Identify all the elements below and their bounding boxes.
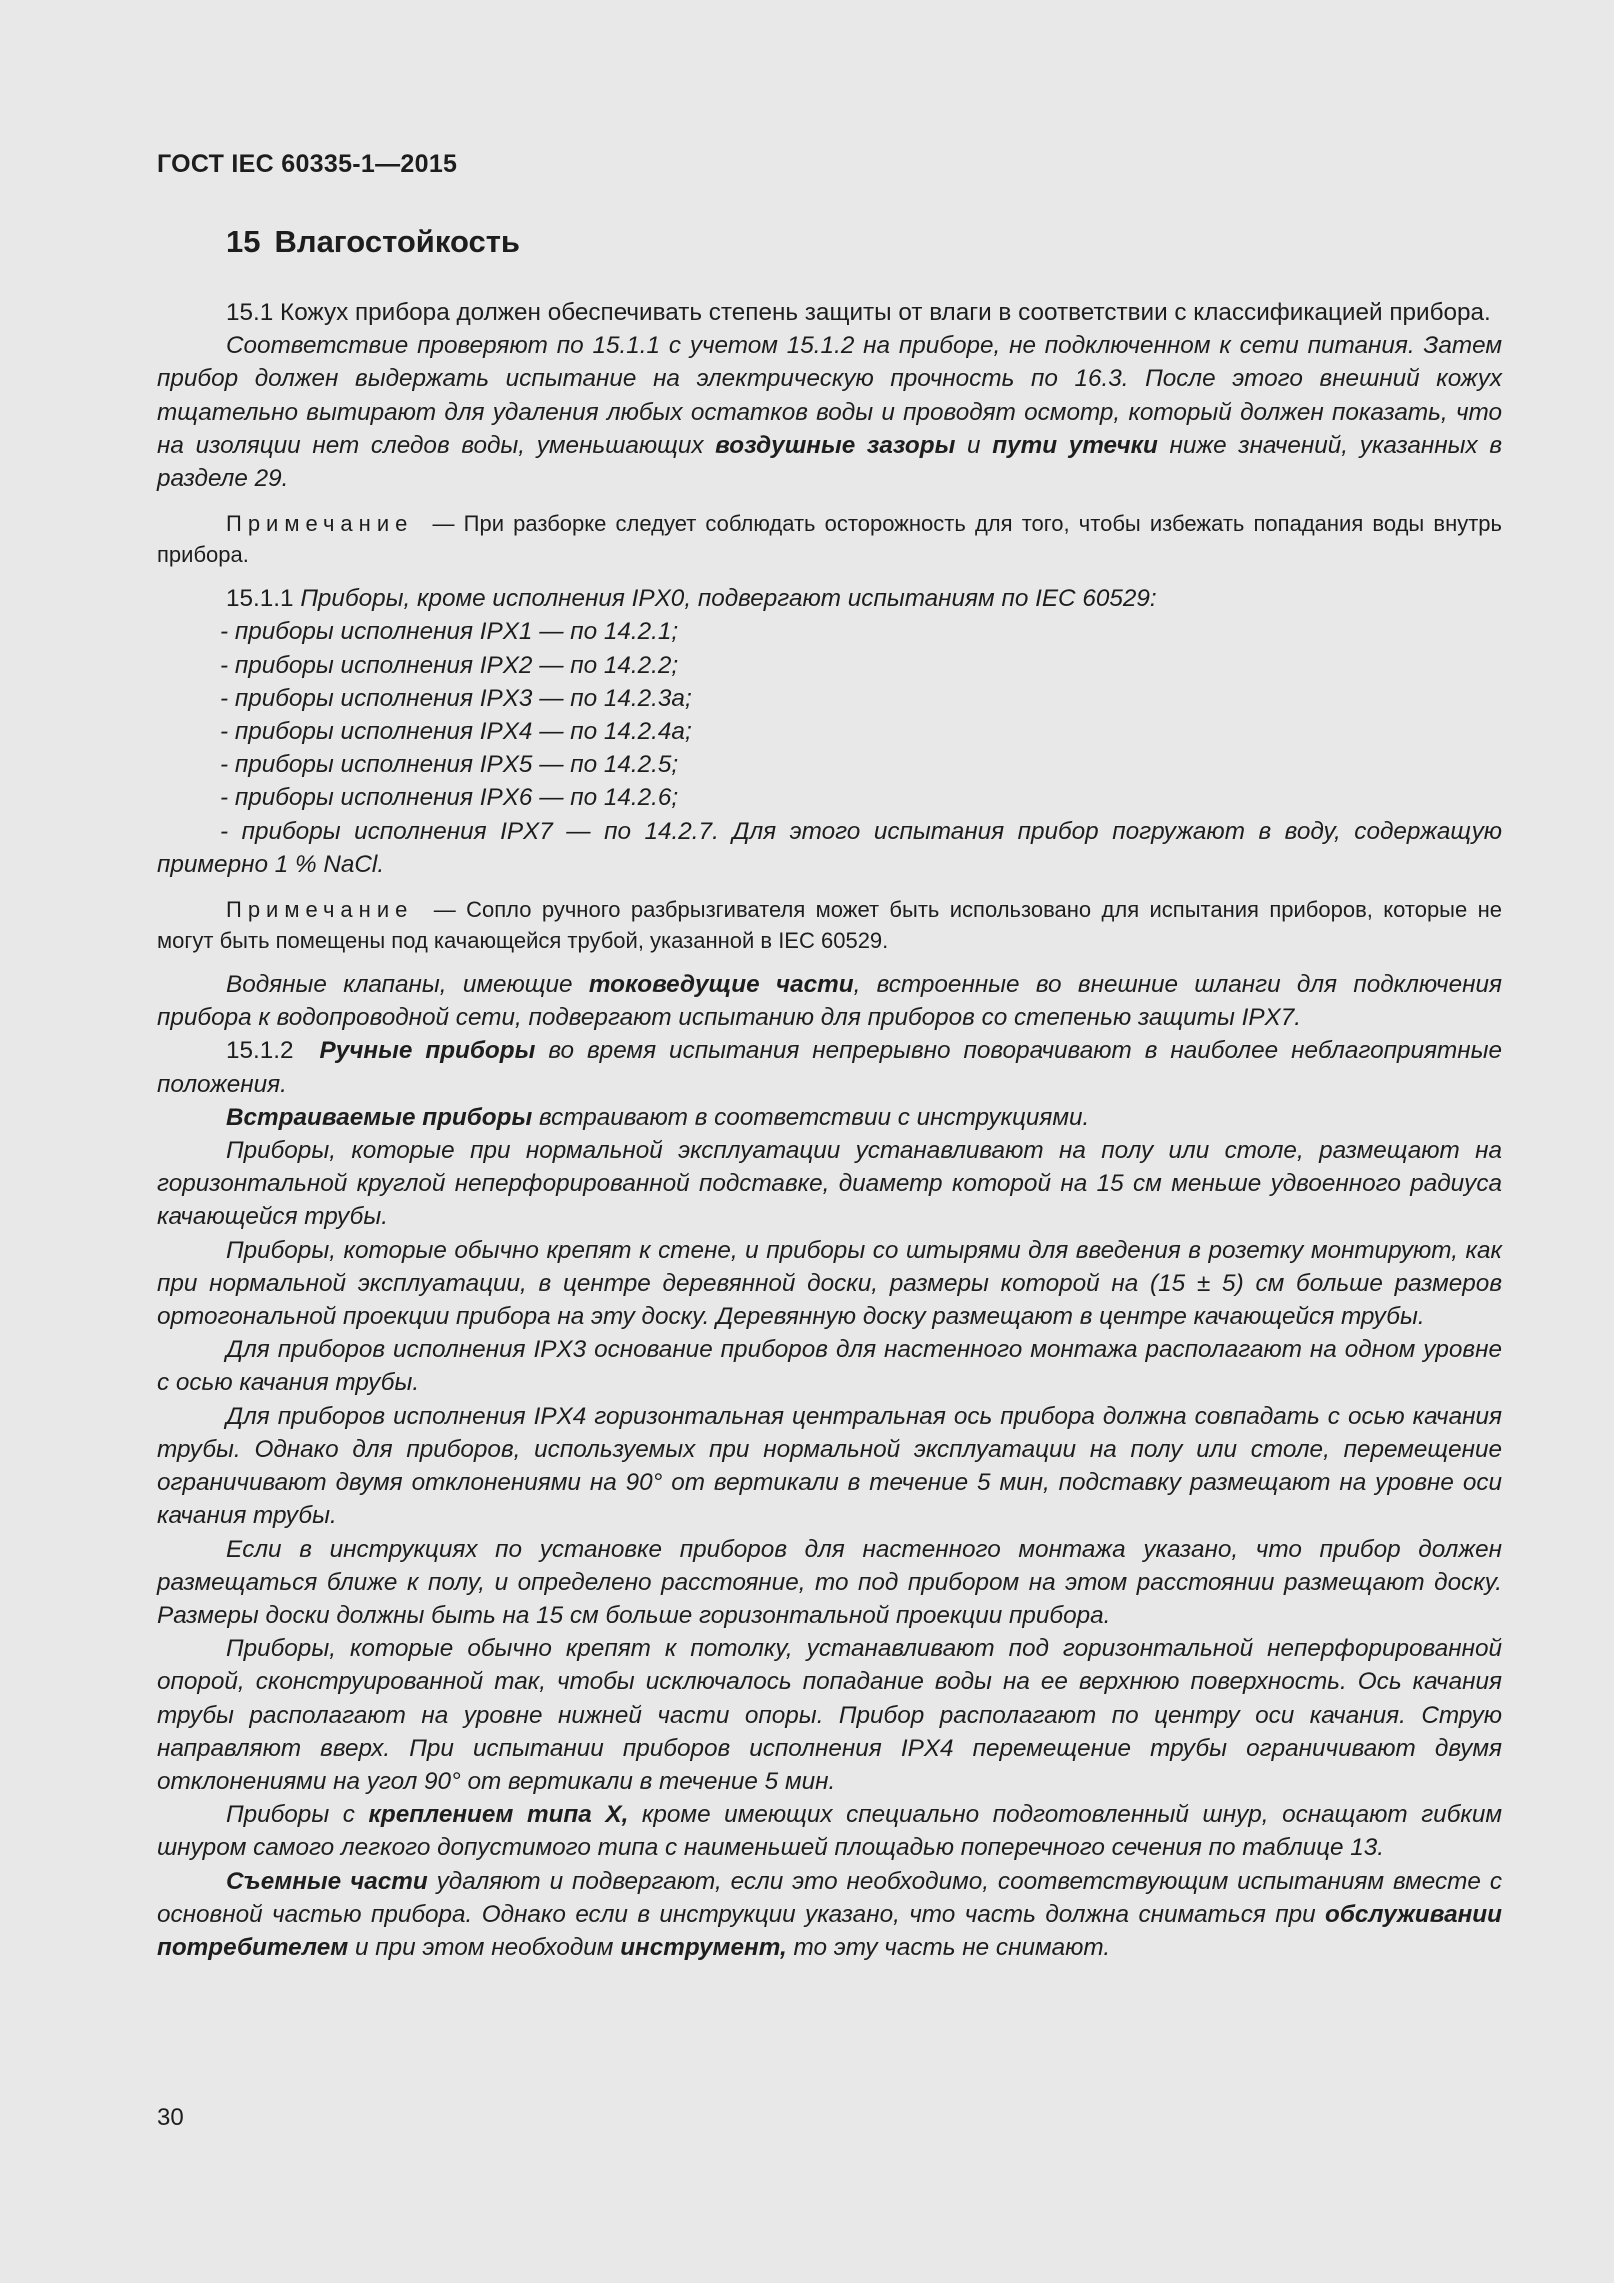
term-tool: инструмент, <box>620 1933 787 1961</box>
document-body <box>157 296 1502 1964</box>
paragraph-15-1: 15.1 Кожух прибора должен обеспечивать степень защиты от влаги в соответствии с классификацией прибора. <box>226 299 1491 326</box>
note-text: — При разборке следует соблюдать осторожность для того, чтобы избежать попадания воды внутрь прибора. <box>157 511 1502 568</box>
page-number: 30 <box>157 2104 184 2131</box>
list-item: - приборы исполнения IPX3 — по 14.2.3а; <box>220 684 692 712</box>
list-item: - приборы исполнения IPX4 — по 14.2.4а; <box>220 718 692 746</box>
paragraph-floor: Приборы, которые при нормальной эксплуатации устанавливают на полу или столе, размещают на горизонтальной круглой неперфорированной подставке, диаметр которой на 15 см меньше удвоенного радиуса качающейся трубы. <box>157 1137 1502 1231</box>
text-span: Водяные клапаны, имеющие <box>226 971 589 999</box>
clause-number: 15.1.2 <box>226 1037 294 1065</box>
text-span: кроме имеющих специально подготовленный шнур, оснащают гибким шнуром самого легкого допустимого типа с наименьшей площадью поперечного сечения по таблице 13. <box>157 1801 1503 1862</box>
paragraph-type-x <box>157 1798 1502 1864</box>
term-clearances: воздушные зазоры <box>715 431 956 459</box>
text-span: и при этом необходим <box>348 1933 621 1961</box>
text-span: встраивают в соответствии с инструкциями. <box>532 1103 1090 1131</box>
text-span: и <box>955 431 993 459</box>
paragraph-wall: Приборы, которые обычно крепят к стене, и приборы со штырями для введения в розетку монтируют, как при нормальной эксплуатации, в центре деревянной доски, размеры которой на (15 ± 5) см больше размеров ортогональной проекции прибора на эту доску. Деревянную доску размещают в центре качающейся трубы. <box>157 1236 1502 1331</box>
paragraph-ipx4: Для приборов исполнения IPX4 горизонтальная центральная ось прибора должна совпадать с осью качания трубы. Однако для приборов, используемых при нормальной эксплуатации на полу или столе, перемещение ограничивают двумя отклонениями на 90° от вертикали в течение 5 мин, подставку размещают на уровне оси качания трубы. <box>157 1402 1502 1530</box>
paragraph-detachable <box>157 1865 1502 1965</box>
paragraph-built-in <box>157 1101 1502 1134</box>
section-title: Влагостойкость <box>274 224 520 259</box>
text-span: Приборы с <box>226 1801 369 1829</box>
list-item: - приборы исполнения IPX2 — по 14.2.2; <box>220 651 679 679</box>
paragraph-ceiling: Приборы, которые обычно крепят к потолку, устанавливают под горизонтальной неперфорированной опорой, сконструированной так, чтобы исключалось попадание воды на ее верхнюю поверхность. Ось качания трубы располагают на уровне нижней части опоры. Прибор располагают по центру оси качания. Струю направляют вверх. При испытании приборов исполнения IPX4 перемещение трубы ограничивают двумя отклонениями на угол 90° от вертикали в течение 5 мин. <box>157 1635 1502 1795</box>
term-type-x: креплением типа X, <box>368 1801 629 1829</box>
text-span: , встроенные во внешние шланги для подключения прибора к водопроводной сети, подвергают испытанию для приборов со степенью защиты IPX7. <box>157 971 1502 1032</box>
term-detachable-parts: Съемные части <box>226 1867 428 1895</box>
section-heading <box>226 224 520 260</box>
text-span: то эту часть не снимают. <box>786 1933 1111 1961</box>
paragraph-wall-floor: Если в инструкциях по установке приборов для настенного монтажа указано, что прибор должен размещаться ближе к полу, и определено расстояние, то под прибором на этом расстоянии размещают доску. Размеры доски должны быть на 15 см больше горизонтальной проекции прибора. <box>157 1535 1502 1629</box>
paragraph-water-valves <box>157 968 1502 1034</box>
note-label: Примечание <box>226 897 414 923</box>
paragraph-15-1-1 <box>157 582 1502 615</box>
ipx-list <box>157 615 1502 881</box>
list-item: - приборы исполнения IPX1 — по 14.2.1; <box>220 618 679 646</box>
list-item: - приборы исполнения IPX7 — по 14.2.7. Для этого испытания прибор погружают в воду, содержащую примерно 1 % NaCl. <box>157 817 1502 878</box>
paragraph-ipx3: Для приборов исполнения IPX3 основание приборов для настенного монтажа располагают на одном уровне с осью качания трубы. <box>157 1336 1502 1397</box>
text-span: Соответствие проверяют по 15.1.1 с учетом 15.1.2 на приборе, не подключенном к сети питания. Затем прибор должен выдержать испытание на электрическую прочность по 16.3. После этого внешний кожух тщательно вытирают для удаления любых остатков воды и проводят осмотр, который должен показать, что на изоляции нет следов воды, уменьшающих <box>157 332 1502 459</box>
document-header: ГОСТ IEC 60335-1—2015 <box>157 150 458 178</box>
text-span: во время испытания непрерывно поворачивают в наиболее неблагоприятные положения. <box>157 1037 1502 1098</box>
term-live-parts: токоведущие части <box>588 971 854 999</box>
text-span: удаляют и подвергают, если это необходимо, соответствующим испытаниям вместе с основной частью прибора. Однако если в инструкции указано, что часть должна сниматься при <box>157 1867 1502 1928</box>
term-hand-held: Ручные приборы <box>319 1037 536 1065</box>
paragraph-compliance <box>157 329 1502 495</box>
list-item: - приборы исполнения IPX5 — по 14.2.5; <box>220 751 679 779</box>
note-sprinkler <box>157 894 1502 956</box>
clause-number: 15.1.1 <box>226 585 294 613</box>
text-span: ниже значений, указанных в разделе 29. <box>157 431 1503 493</box>
list-item: - приборы исполнения IPX6 — по 14.2.6; <box>220 784 679 812</box>
note-label: Примечание <box>226 511 414 537</box>
term-built-in: Встраиваемые приборы <box>226 1103 533 1131</box>
text-span: Приборы, кроме исполнения IPX0, подвергают испытаниям по IEC 60529: <box>293 585 1157 613</box>
term-user-maintenance: обслуживании потребителем <box>157 1900 1502 1961</box>
paragraph-15-1-2 <box>157 1034 1502 1100</box>
term-creepage: пути утечки <box>992 431 1158 459</box>
section-number: 15 <box>226 224 261 259</box>
note-disassembly <box>157 508 1502 570</box>
note-text: — Сопло ручного разбрызгивателя может быть использовано для испытания приборов, которые не могут быть помещены под качающейся трубой, указанной в IEC 60529. <box>157 897 1502 954</box>
